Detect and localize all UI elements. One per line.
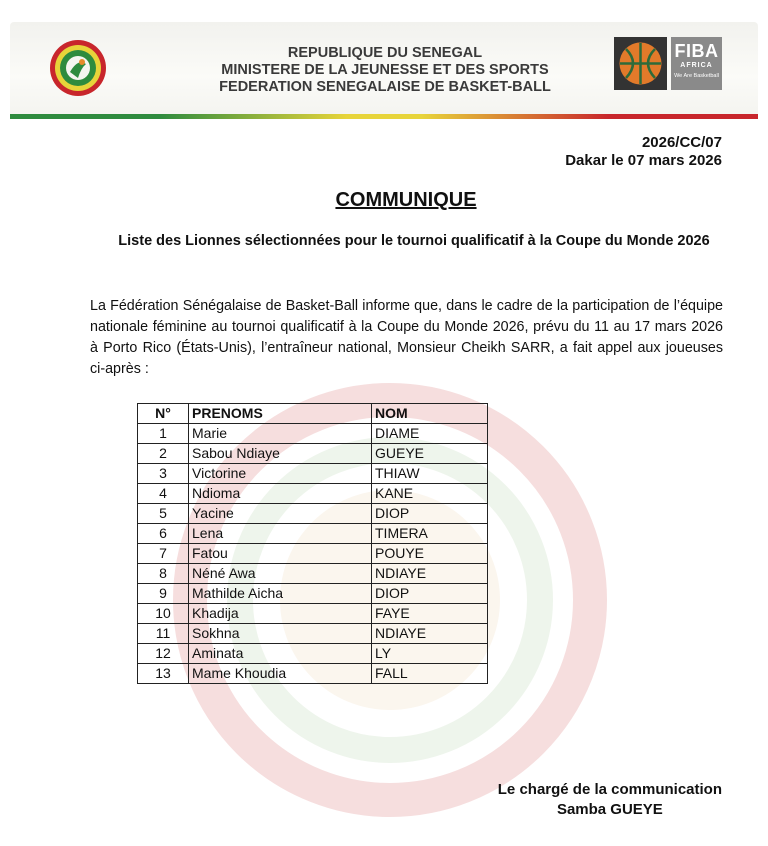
header-federation: FEDERATION SENEGALAISE DE BASKET-BALL	[219, 79, 551, 95]
cell-first-names: Victorine	[189, 464, 372, 484]
cell-number: 3	[138, 464, 189, 484]
cell-first-names: Sokhna	[189, 624, 372, 644]
cell-last-name: LY	[372, 644, 488, 664]
body-paragraph: La Fédération Sénégalaise de Basket-Ball informe que, dans le cadre de la participation de l’équipe nationale féminine au tournoi qualificatif à la Coupe du Monde 2026, prévu du 11 au 17 mars 2026 à Porto Rico (États-Unis), l’entraîneur national, Monsieur Cheikh SARR, a fait appel aux joueuses ci-après :	[90, 298, 723, 377]
table-row	[138, 624, 488, 644]
reference-number: 2026/CC/07	[641, 134, 722, 151]
cell-first-names: Mame Khoudia	[189, 664, 372, 684]
table-row	[138, 524, 488, 544]
header-number: N°	[138, 404, 189, 424]
header-last-name: NOM	[372, 404, 488, 424]
table-row	[138, 604, 488, 624]
fiba-wordmark	[671, 37, 722, 90]
letterhead-text	[200, 45, 570, 96]
table-row	[138, 644, 488, 664]
table-row	[138, 444, 488, 464]
table-body	[138, 424, 488, 684]
table-row	[138, 564, 488, 584]
flag-stripe	[10, 114, 758, 119]
signature-name: Samba GUEYE	[556, 801, 663, 818]
table-row	[138, 544, 488, 564]
table-header-row	[138, 404, 488, 424]
cell-last-name: FALL	[372, 664, 488, 684]
cell-last-name: FAYE	[372, 604, 488, 624]
cell-first-names: Marie	[189, 424, 372, 444]
cell-first-names: Khadija	[189, 604, 372, 624]
cell-number: 7	[138, 544, 189, 564]
document-title: COMMUNIQUE	[335, 189, 477, 211]
cell-first-names: Néné Awa	[189, 564, 372, 584]
cell-first-names: Ndioma	[189, 484, 372, 504]
fsbb-logo-icon	[48, 38, 108, 98]
cell-number: 13	[138, 664, 189, 684]
signature-block	[498, 780, 722, 820]
players-table	[137, 403, 488, 684]
table-row	[138, 504, 488, 524]
cell-number: 2	[138, 444, 189, 464]
cell-first-names: Fatou	[189, 544, 372, 564]
document-reference	[565, 134, 722, 170]
cell-number: 4	[138, 484, 189, 504]
fiba-region: AFRICA	[680, 62, 713, 69]
cell-first-names: Lena	[189, 524, 372, 544]
cell-number: 12	[138, 644, 189, 664]
cell-first-names: Sabou Ndiaye	[189, 444, 372, 464]
cell-first-names: Yacine	[189, 504, 372, 524]
cell-number: 11	[138, 624, 189, 644]
fiba-word: FIBA	[674, 41, 719, 61]
cell-last-name: GUEYE	[372, 444, 488, 464]
table-row	[138, 584, 488, 604]
cell-number: 6	[138, 524, 189, 544]
cell-number: 8	[138, 564, 189, 584]
cell-number: 1	[138, 424, 189, 444]
cell-number: 9	[138, 584, 189, 604]
cell-number: 10	[138, 604, 189, 624]
signature-role: Le chargé de la communication	[497, 781, 722, 798]
cell-first-names: Mathilde Aicha	[189, 584, 372, 604]
cell-last-name: KANE	[372, 484, 488, 504]
cell-last-name: DIOP	[372, 504, 488, 524]
cell-number: 5	[138, 504, 189, 524]
cell-last-name: POUYE	[372, 544, 488, 564]
cell-last-name: THIAW	[372, 464, 488, 484]
cell-first-names: Aminata	[189, 644, 372, 664]
cell-last-name: NDIAYE	[372, 564, 488, 584]
header-ministry: MINISTERE DE LA JEUNESSE ET DES SPORTS	[221, 62, 549, 78]
fiba-africa-logo	[614, 37, 722, 90]
header-republic: REPUBLIQUE DU SENEGAL	[287, 45, 483, 61]
table-row	[138, 484, 488, 504]
fiba-tagline: We Are Basketball	[674, 73, 719, 79]
basketball-icon	[614, 37, 667, 90]
cell-last-name: DIAME	[372, 424, 488, 444]
cell-last-name: DIOP	[372, 584, 488, 604]
table-row	[138, 464, 488, 484]
cell-last-name: TIMERA	[372, 524, 488, 544]
cell-last-name: NDIAYE	[372, 624, 488, 644]
document-subtitle: Liste des Lionnes sélectionnées pour le tournoi qualificatif à la Coupe du Monde 2026	[118, 233, 710, 249]
header-first-names: PRENOMS	[189, 404, 372, 424]
table-row	[138, 664, 488, 684]
date-line: Dakar le 07 mars 2026	[565, 152, 722, 169]
table-row	[138, 424, 488, 444]
